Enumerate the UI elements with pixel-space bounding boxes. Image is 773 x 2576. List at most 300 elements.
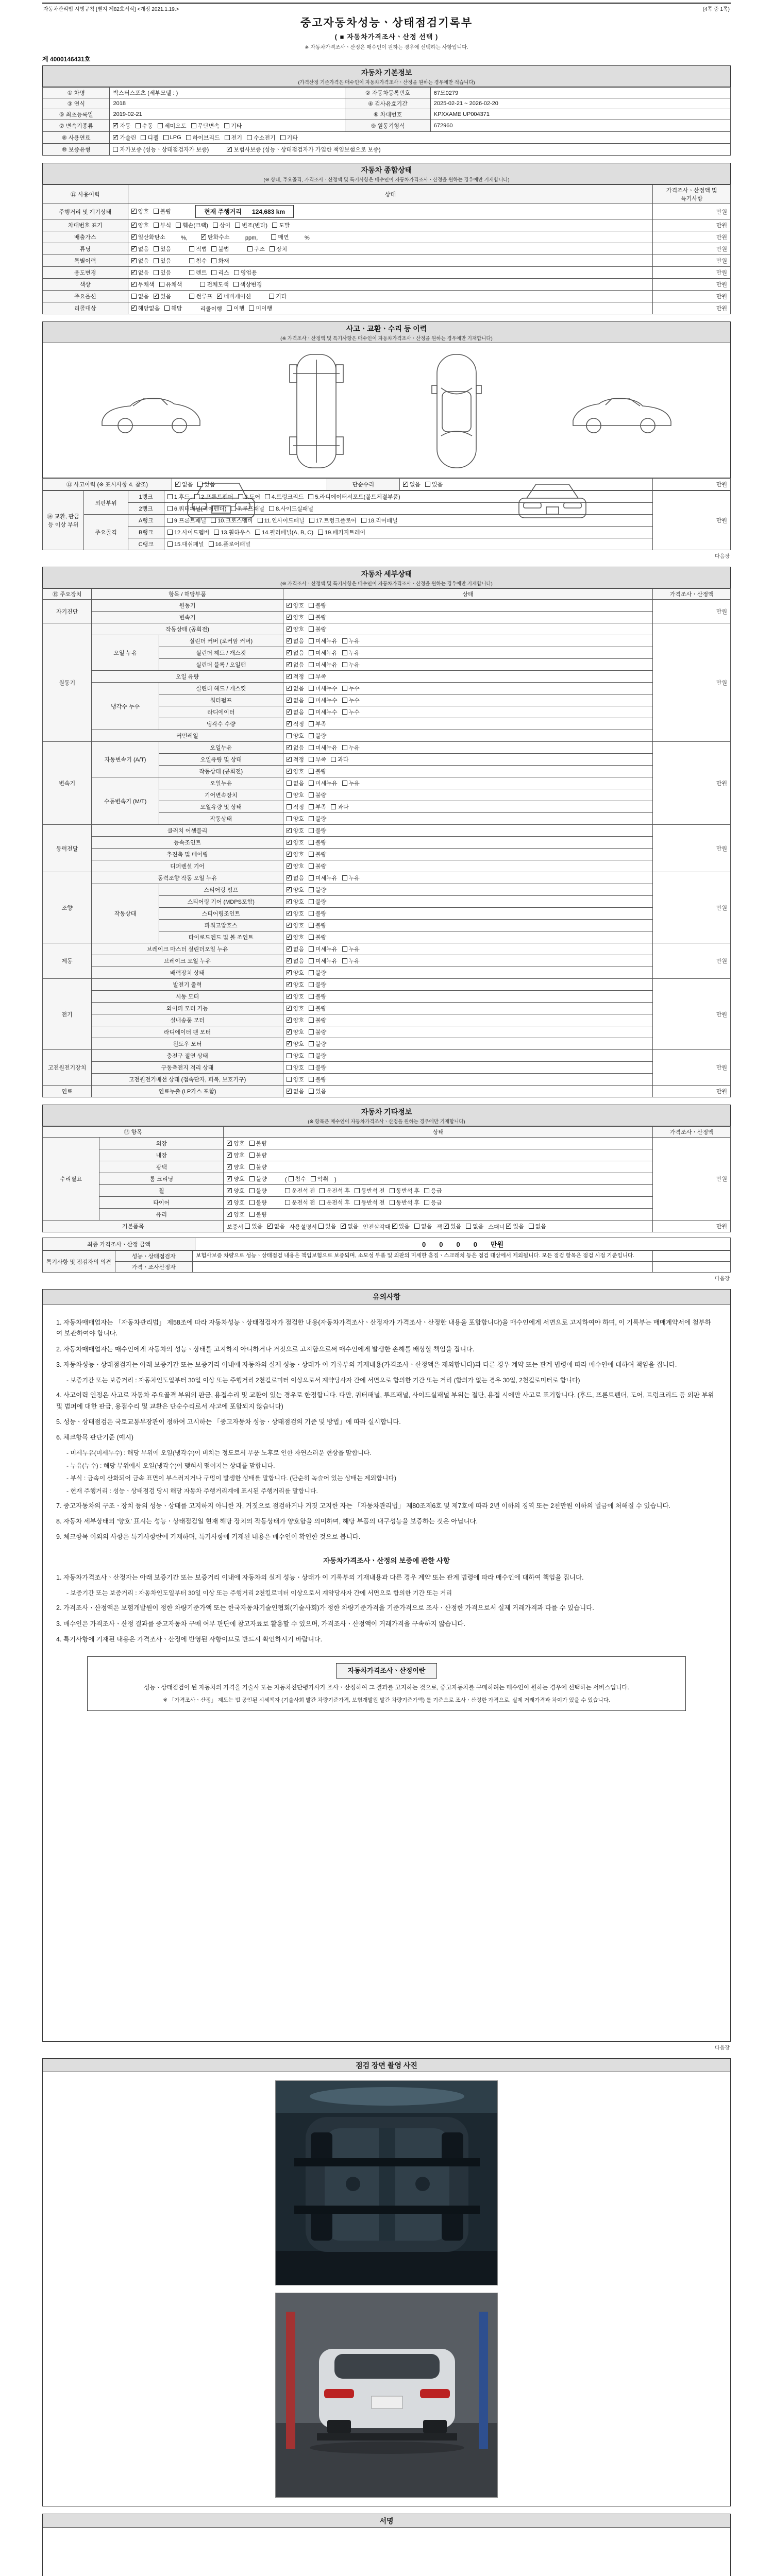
checkbox-불량[interactable] [309,886,326,894]
checkbox-empty-icon[interactable] [309,650,314,655]
checkbox-양호[interactable] [287,815,304,823]
checkbox-empty-icon[interactable] [287,781,292,786]
checkbox-양호[interactable] [287,625,304,633]
checkbox-양호[interactable] [287,601,304,609]
checkbox-empty-icon[interactable] [191,123,196,128]
checkbox-checked-icon[interactable] [227,1164,232,1170]
checkbox-12.사이드멤버[interactable] [167,528,209,536]
checkbox-empty-icon[interactable] [309,745,314,750]
checkbox-empty-icon[interactable] [309,1065,314,1070]
checkbox-누유[interactable] [342,743,360,752]
checkbox-checked-icon[interactable] [201,234,206,240]
checkbox-누유[interactable] [342,637,360,645]
checkbox-empty-icon[interactable] [154,209,159,214]
checkbox-checked-icon[interactable] [287,769,292,774]
checkbox-없음[interactable] [287,874,304,882]
checkbox-empty-icon[interactable] [225,135,230,140]
checkbox-불량[interactable] [309,601,326,609]
checkbox-checked-icon[interactable] [287,650,292,655]
checkbox-자동[interactable] [113,122,130,130]
checkbox-수동[interactable] [136,122,153,130]
checkbox-있음[interactable] [154,268,171,277]
checkbox-동반석 후[interactable] [390,1187,420,1195]
checkbox-empty-icon[interactable] [529,1224,534,1229]
checkbox-empty-icon[interactable] [309,1053,314,1058]
checkbox-불량[interactable] [309,850,326,858]
checkbox-불량[interactable] [309,815,326,823]
checkbox-empty-icon[interactable] [249,1188,255,1193]
checkbox-empty-icon[interactable] [309,603,314,608]
checkbox-empty-icon[interactable] [258,518,263,523]
checkbox-empty-icon[interactable] [309,1041,314,1046]
checkbox-checked-icon[interactable] [227,1176,232,1181]
checkbox-checked-icon[interactable] [287,674,292,679]
checkbox-화재[interactable] [211,257,229,265]
checkbox-양호[interactable] [287,921,304,929]
checkbox-checked-icon[interactable] [287,745,292,750]
checkbox-전기[interactable] [225,133,242,142]
checkbox-checked-icon[interactable] [131,270,137,275]
checkbox-양호[interactable] [287,767,304,775]
checkbox-empty-icon[interactable] [154,246,159,251]
checkbox-empty-icon[interactable] [466,1224,471,1229]
checkbox-적정[interactable] [287,672,304,681]
checkbox-해당[interactable] [164,304,182,312]
checkbox-empty-icon[interactable] [309,923,314,928]
checkbox-있음[interactable] [425,480,443,488]
checkbox-양호[interactable] [287,933,304,941]
checkbox-empty-icon[interactable] [271,234,276,240]
checkbox-empty-icon[interactable] [154,270,159,275]
checkbox-checked-icon[interactable] [287,615,292,620]
checkbox-empty-icon[interactable] [309,518,314,523]
checkbox-운전석 후[interactable] [320,1187,350,1195]
checkbox-동반석 전[interactable] [355,1198,385,1207]
checkbox-empty-icon[interactable] [311,1176,316,1181]
checkbox-empty-icon[interactable] [309,686,314,691]
checkbox-불량[interactable] [249,1175,267,1183]
checkbox-empty-icon[interactable] [309,733,314,738]
checkbox-4.트렁크리드[interactable] [265,493,304,501]
checkbox-양호[interactable] [287,1052,304,1060]
checkbox-checked-icon[interactable] [287,721,292,726]
checkbox-empty-icon[interactable] [287,816,292,821]
checkbox-empty-icon[interactable] [309,1006,314,1011]
checkbox-불량[interactable] [309,897,326,906]
checkbox-empty-icon[interactable] [342,875,347,880]
checkbox-empty-icon[interactable] [131,294,137,299]
checkbox-empty-icon[interactable] [249,1212,255,1217]
checkbox-양호[interactable] [227,1151,244,1159]
checkbox-영업용[interactable] [234,268,257,277]
checkbox-디젤[interactable] [141,133,158,142]
checkbox-checked-icon[interactable] [287,852,292,857]
checkbox-있음[interactable] [245,1222,262,1230]
checkbox-16.플로어패널[interactable] [209,540,250,548]
checkbox-변조(변타)[interactable] [235,221,267,229]
checkbox-empty-icon[interactable] [331,804,336,809]
checkbox-불량[interactable] [154,207,171,215]
checkbox-empty-icon[interactable] [309,863,314,869]
checkbox-양호[interactable] [287,992,304,1001]
checkbox-부족[interactable] [309,803,326,811]
checkbox-과다[interactable] [331,803,348,811]
checkbox-empty-icon[interactable] [342,638,347,643]
checkbox-empty-icon[interactable] [309,721,314,726]
checkbox-empty-icon[interactable] [309,626,314,632]
checkbox-있음[interactable] [318,1222,336,1230]
checkbox-양호[interactable] [287,850,304,858]
checkbox-checked-icon[interactable] [287,911,292,916]
checkbox-empty-icon[interactable] [320,1188,325,1193]
checkbox-empty-icon[interactable] [265,494,270,499]
checkbox-누유[interactable] [342,874,360,882]
checkbox-empty-icon[interactable] [247,135,252,140]
checkbox-empty-icon[interactable] [342,958,347,963]
checkbox-부족[interactable] [309,672,326,681]
checkbox-checked-icon[interactable] [287,1018,292,1023]
checkbox-하이브리드[interactable] [186,133,220,142]
checkbox-7.루프패널[interactable] [231,504,264,513]
checkbox-불량[interactable] [249,1198,267,1207]
checkbox-양호[interactable] [287,897,304,906]
checkbox-없음[interactable] [131,257,149,265]
checkbox-empty-icon[interactable] [309,970,314,975]
checkbox-empty-icon[interactable] [331,757,336,762]
checkbox-누유[interactable] [342,945,360,953]
checkbox-없음[interactable] [287,708,304,716]
checkbox-렌트[interactable] [189,268,207,277]
checkbox-양호[interactable] [287,1016,304,1024]
checkbox-checked-icon[interactable] [113,135,118,140]
checkbox-없음[interactable] [287,649,304,657]
checkbox-empty-icon[interactable] [189,270,194,275]
checkbox-양호[interactable] [227,1175,244,1183]
checkbox-침수[interactable] [189,257,207,265]
checkbox-동반석 전[interactable] [355,1187,385,1195]
checkbox-2.프론트펜더[interactable] [194,493,233,501]
checkbox-양호[interactable] [287,969,304,977]
checkbox-checked-icon[interactable] [287,603,292,608]
checkbox-가솔린[interactable] [113,133,136,142]
checkbox-empty-icon[interactable] [320,1200,325,1205]
checkbox-불량[interactable] [249,1210,267,1218]
checkbox-empty-icon[interactable] [285,1200,290,1205]
checkbox-checked-icon[interactable] [287,698,292,703]
checkbox-없음[interactable] [131,268,149,277]
checkbox-empty-icon[interactable] [167,541,173,547]
checkbox-empty-icon[interactable] [309,982,314,987]
checkbox-checked-icon[interactable] [287,638,292,643]
checkbox-checked-icon[interactable] [287,923,292,928]
checkbox-checked-icon[interactable] [131,246,137,251]
checkbox-empty-icon[interactable] [309,1077,314,1082]
checkbox-양호[interactable] [287,1004,304,1012]
checkbox-누유[interactable] [342,957,360,965]
checkbox-양호[interactable] [287,1063,304,1072]
checkbox-empty-icon[interactable] [309,852,314,857]
checkbox-누유[interactable] [342,649,360,657]
checkbox-empty-icon[interactable] [355,1188,360,1193]
checkbox-누수[interactable] [342,696,360,704]
checkbox-양호[interactable] [227,1198,244,1207]
checkbox-미세누유[interactable] [309,637,338,645]
checkbox-무채색[interactable] [131,280,155,289]
checkbox-없음[interactable] [287,779,304,787]
checkbox-17.트렁크플로어[interactable] [309,516,357,524]
checkbox-불량[interactable] [309,767,326,775]
checkbox-동반석 후[interactable] [390,1198,420,1207]
checkbox-empty-icon[interactable] [309,840,314,845]
checkbox-empty-icon[interactable] [154,258,159,263]
checkbox-색상변경[interactable] [233,280,262,289]
checkbox-9.프론트패널[interactable] [167,516,206,524]
checkbox-이행[interactable] [227,304,244,312]
checkbox-checked-icon[interactable] [131,223,137,228]
checkbox-empty-icon[interactable] [309,615,314,620]
checkbox-불량[interactable] [309,921,326,929]
checkbox-empty-icon[interactable] [309,804,314,809]
checkbox-empty-icon[interactable] [167,494,173,499]
checkbox-empty-icon[interactable] [249,306,254,311]
checkbox-있음[interactable] [506,1222,524,1230]
checkbox-양호[interactable] [287,732,304,740]
checkbox-응급[interactable] [424,1187,442,1195]
checkbox-없음[interactable] [287,743,304,752]
checkbox-8.사이드실패널[interactable] [269,504,313,513]
checkbox-checked-icon[interactable] [444,1224,449,1229]
checkbox-checked-icon[interactable] [287,935,292,940]
checkbox-없음[interactable] [287,637,304,645]
checkbox-checked-icon[interactable] [287,626,292,632]
checkbox-checked-icon[interactable] [227,1200,232,1205]
checkbox-LPG[interactable] [163,134,181,141]
checkbox-empty-icon[interactable] [289,1176,294,1181]
checkbox-15.대쉬패널[interactable] [167,540,204,548]
checkbox-empty-icon[interactable] [167,518,173,523]
checkbox-empty-icon[interactable] [309,709,314,715]
checkbox-empty-icon[interactable] [308,494,313,499]
checkbox-empty-icon[interactable] [189,294,194,299]
checkbox-양호[interactable] [287,838,304,846]
checkbox-empty-icon[interactable] [211,246,216,251]
checkbox-empty-icon[interactable] [318,1224,324,1229]
checkbox-없음[interactable] [341,1222,358,1230]
checkbox-empty-icon[interactable] [342,745,347,750]
checkbox-checked-icon[interactable] [287,828,292,833]
checkbox-썬루프[interactable] [189,292,212,300]
checkbox-empty-icon[interactable] [424,1188,429,1193]
checkbox-checked-icon[interactable] [287,887,292,892]
checkbox-없음[interactable] [466,1222,483,1230]
checkbox-empty-icon[interactable] [287,1065,292,1070]
checkbox-자가보증 (성능ㆍ상태점검자가 보증)[interactable] [113,145,209,154]
checkbox-운전석 전[interactable] [285,1198,315,1207]
checkbox-불량[interactable] [309,1016,326,1024]
checkbox-없음[interactable] [287,696,304,704]
checkbox-empty-icon[interactable] [361,518,366,523]
checkbox-유채색[interactable] [159,280,182,289]
checkbox-checked-icon[interactable] [287,662,292,667]
checkbox-탄화수소[interactable] [201,233,230,241]
checkbox-checked-icon[interactable] [227,1212,232,1217]
checkbox-checked-icon[interactable] [131,258,137,263]
checkbox-empty-icon[interactable] [309,698,314,703]
checkbox-없음[interactable] [287,945,304,953]
checkbox-불량[interactable] [309,1063,326,1072]
checkbox-양호[interactable] [287,613,304,621]
checkbox-운전석 후[interactable] [320,1198,350,1207]
checkbox-불량[interactable] [309,1004,326,1012]
checkbox-checked-icon[interactable] [131,209,137,214]
checkbox-불량[interactable] [249,1187,267,1195]
checkbox-empty-icon[interactable] [309,769,314,774]
checkbox-checked-icon[interactable] [287,970,292,975]
checkbox-미세누유[interactable] [309,743,338,752]
signature-box[interactable] [42,2528,731,2576]
checkbox-전체도색[interactable] [200,280,229,289]
checkbox-empty-icon[interactable] [342,662,347,667]
checkbox-불량[interactable] [249,1139,267,1147]
checkbox-양호[interactable] [131,207,149,215]
checkbox-empty-icon[interactable] [309,958,314,963]
checkbox-empty-icon[interactable] [309,1029,314,1035]
checkbox-운전석 전[interactable] [285,1187,315,1195]
checkbox-empty-icon[interactable] [309,1018,314,1023]
checkbox-empty-icon[interactable] [211,518,216,523]
checkbox-양호[interactable] [287,1028,304,1036]
checkbox-없음[interactable] [529,1222,546,1230]
checkbox-empty-icon[interactable] [227,306,232,311]
checkbox-empty-icon[interactable] [309,816,314,821]
checkbox-checked-icon[interactable] [227,1141,232,1146]
checkbox-기타[interactable] [269,292,287,300]
checkbox-checked-icon[interactable] [113,123,118,128]
checkbox-empty-icon[interactable] [167,506,173,511]
checkbox-미세누유[interactable] [309,660,338,669]
checkbox-checked-icon[interactable] [341,1224,346,1229]
checkbox-empty-icon[interactable] [224,123,229,128]
checkbox-empty-icon[interactable] [309,1089,314,1094]
checkbox-checked-icon[interactable] [217,294,222,299]
checkbox-checked-icon[interactable] [287,709,292,715]
checkbox-일산화탄소[interactable] [131,233,165,241]
checkbox-empty-icon[interactable] [309,899,314,904]
checkbox-empty-icon[interactable] [287,1053,292,1058]
checkbox-누유[interactable] [342,779,360,787]
checkbox-미세누수[interactable] [309,696,338,704]
checkbox-empty-icon[interactable] [342,698,347,703]
checkbox-불량[interactable] [309,980,326,989]
checkbox-없음[interactable] [414,1222,432,1230]
checkbox-empty-icon[interactable] [113,147,118,152]
checkbox-없음[interactable] [267,1222,285,1230]
checkbox-양호[interactable] [287,862,304,870]
checkbox-empty-icon[interactable] [269,294,274,299]
checkbox-미세누유[interactable] [309,779,338,787]
checkbox-empty-icon[interactable] [287,733,292,738]
checkbox-세미오토[interactable] [158,122,187,130]
checkbox-empty-icon[interactable] [211,258,216,263]
checkbox-empty-icon[interactable] [309,662,314,667]
checkbox-empty-icon[interactable] [235,223,240,228]
checkbox-empty-icon[interactable] [234,270,239,275]
checkbox-불량[interactable] [309,909,326,918]
checkbox-1.후드[interactable] [167,493,190,501]
checkbox-empty-icon[interactable] [249,1200,255,1205]
checkbox-checked-icon[interactable] [287,982,292,987]
checkbox-보험사보증 (성능ㆍ상태점검자가 가입한 책임보험으로 보증)[interactable] [227,145,380,154]
checkbox-checked-icon[interactable] [175,482,180,487]
checkbox-19.패키지트레이[interactable] [318,528,365,536]
checkbox-도말[interactable] [272,221,290,229]
checkbox-13.휠하우스[interactable] [214,528,250,536]
checkbox-empty-icon[interactable] [197,482,203,487]
checkbox-무단변속[interactable] [191,122,220,130]
checkbox-empty-icon[interactable] [189,246,194,251]
checkbox-양호[interactable] [287,980,304,989]
checkbox-empty-icon[interactable] [249,1164,255,1170]
checkbox-해당없음[interactable] [131,304,160,312]
checkbox-empty-icon[interactable] [141,135,146,140]
checkbox-empty-icon[interactable] [176,223,181,228]
checkbox-empty-icon[interactable] [287,804,292,809]
checkbox-양호[interactable] [287,1040,304,1048]
checkbox-empty-icon[interactable] [309,935,314,940]
checkbox-없음[interactable] [287,957,304,965]
checkbox-5.라디에이터서포트(볼트체결부품)[interactable] [308,493,400,501]
checkbox-checked-icon[interactable] [287,994,292,999]
checkbox-과다[interactable] [331,755,348,764]
checkbox-empty-icon[interactable] [249,1153,255,1158]
checkbox-양호[interactable] [227,1139,244,1147]
checkbox-empty-icon[interactable] [285,1188,290,1193]
checkbox-checked-icon[interactable] [227,1188,232,1193]
checkbox-checked-icon[interactable] [131,234,137,240]
checkbox-checked-icon[interactable] [287,958,292,963]
checkbox-불량[interactable] [309,1028,326,1036]
checkbox-empty-icon[interactable] [270,246,275,251]
checkbox-불량[interactable] [249,1151,267,1159]
checkbox-누수[interactable] [342,708,360,716]
checkbox-10.크로스멤버[interactable] [211,516,253,524]
checkbox-checked-icon[interactable] [227,147,232,152]
checkbox-양호[interactable] [227,1210,244,1218]
price-option-select[interactable]: ( ■ 자동차가격조사ㆍ산정 선택 ) [334,33,439,41]
checkbox-empty-icon[interactable] [414,1224,419,1229]
checkbox-checked-icon[interactable] [131,282,137,287]
checkbox-부족[interactable] [309,720,326,728]
checkbox-3.도어[interactable] [238,493,260,501]
checkbox-checked-icon[interactable] [267,1224,273,1229]
checkbox-empty-icon[interactable] [309,828,314,833]
checkbox-checked-icon[interactable] [131,306,137,311]
checkbox-empty-icon[interactable] [238,494,243,499]
checkbox-불량[interactable] [309,862,326,870]
checkbox-불량[interactable] [309,732,326,740]
checkbox-checked-icon[interactable] [287,875,292,880]
checkbox-empty-icon[interactable] [186,135,191,140]
checkbox-있음[interactable] [444,1222,461,1230]
checkbox-상이[interactable] [213,221,230,229]
checkbox-응급[interactable] [424,1198,442,1207]
checkbox-불량[interactable] [309,613,326,621]
checkbox-empty-icon[interactable] [194,494,199,499]
checkbox-미이행[interactable] [249,304,272,312]
checkbox-empty-icon[interactable] [355,1200,360,1205]
checkbox-checked-icon[interactable] [287,946,292,952]
checkbox-미세누유[interactable] [309,874,338,882]
